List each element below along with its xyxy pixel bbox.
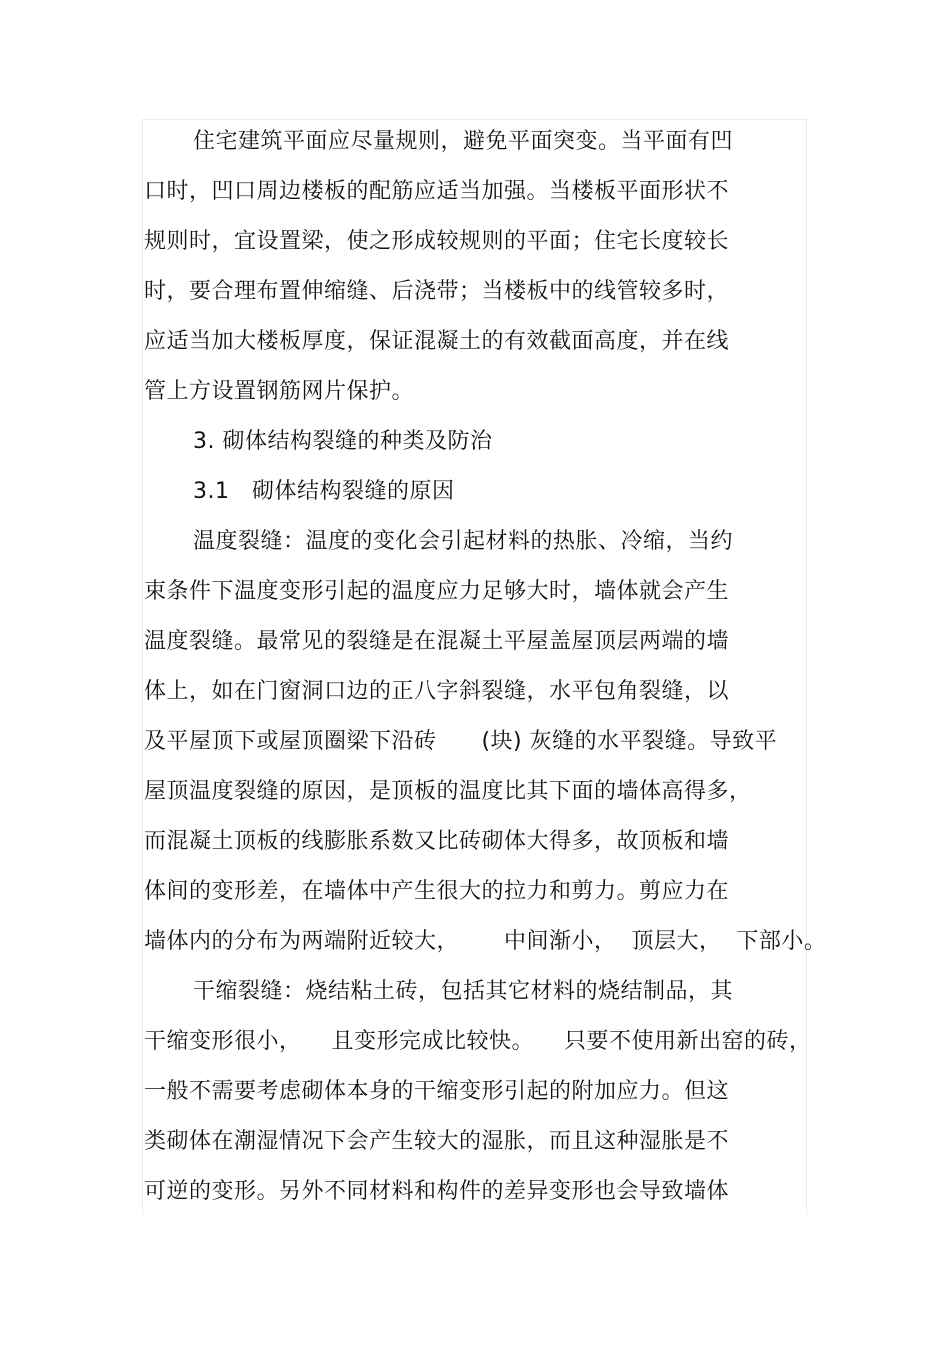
paragraph-line: 温度裂缝：温度的变化会引起材料的热胀、冷缩，当约 xyxy=(193,529,734,554)
paragraph-line: 类砌体在潮湿情况下会产生较大的湿胀，而且这种湿胀是不 xyxy=(144,1129,730,1154)
paragraph-line: 体上，如在门窗洞口边的正八字斜裂缝，水平包角裂缝，以 xyxy=(144,679,730,704)
paragraph-line: 管上方设置钢筋网片保护。 xyxy=(144,379,415,404)
paragraph-line: 规则时，宜设置梁，使之形成较规则的平面；住宅长度较长 xyxy=(144,229,730,254)
paragraph-line: 时，要合理布置伸缩缝、后浇带；当楼板中的线管较多时， xyxy=(144,279,730,304)
paragraph-line: 干缩裂缝：烧结粘土砖，包括其它材料的烧结制品，其 xyxy=(193,979,734,1004)
paragraph-line: 一般不需要考虑砌体本身的干缩变形引起的附加应力。但这 xyxy=(144,1079,730,1104)
paragraph-line: 可逆的变形。另外不同材料和构件的差异变形也会导致墙体 xyxy=(144,1179,730,1204)
paragraph-line: 口时，凹口周边楼板的配筋应适当加强。当楼板平面形状不 xyxy=(144,179,730,204)
paragraph-line: 束条件下温度变形引起的温度应力足够大时，墙体就会产生 xyxy=(144,579,730,604)
subsection-heading: 3.1 砌体结构裂缝的原因 xyxy=(193,479,455,504)
section-heading: 3. 砌体结构裂缝的种类及防治 xyxy=(193,429,493,454)
paragraph-line: 及平屋顶下或屋顶圈梁下沿砖 (块) 灰缝的水平裂缝。导致平 xyxy=(144,729,778,754)
paragraph-line: 而混凝土顶板的线膨胀系数又比砖砌体大得多，故顶板和墙 xyxy=(144,829,730,854)
paragraph-line: 温度裂缝。最常见的裂缝是在混凝土平屋盖屋顶层两端的墙 xyxy=(144,629,730,654)
paragraph-line: 住宅建筑平面应尽量规则，避免平面突变。当平面有凹 xyxy=(193,129,734,154)
paragraph-line: 体间的变形差，在墙体中产生很大的拉力和剪力。剪应力在 xyxy=(144,879,730,904)
paragraph-line: 干缩变形很小， 且变形完成比较快。 只要不使用新出窑的砖， xyxy=(144,1029,812,1054)
paragraph-line: 墙体内的分布为两端附近较大， 中间渐小， 顶层大， 下部小。 xyxy=(144,929,827,954)
paragraph-line: 应适当加大楼板厚度，保证混凝土的有效截面高度，并在线 xyxy=(144,329,730,354)
paragraph-line: 屋顶温度裂缝的原因，是顶板的温度比其下面的墙体高得多， xyxy=(144,779,752,804)
